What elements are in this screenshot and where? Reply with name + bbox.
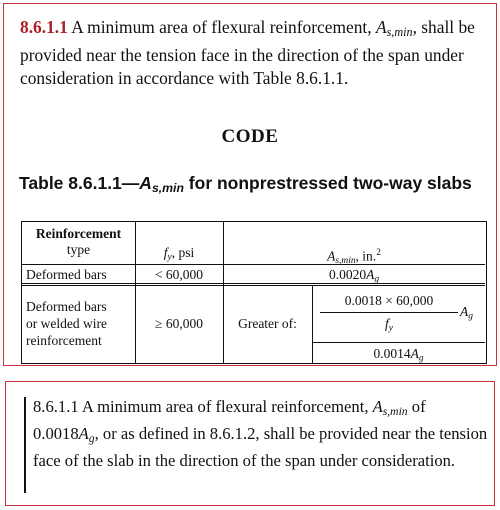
bottom-as-min-symbol: [373, 397, 408, 416]
header-as-min: [223, 245, 485, 269]
row1-fy: < 60,000: [154, 267, 204, 282]
bottom-section-number: 8.6.1.1: [33, 397, 79, 416]
bottom-text-before: A minimum area of flexural reinforcement,: [81, 397, 369, 416]
header-reinforcement-type: [22, 226, 135, 258]
section-number: 8.6.1.1: [20, 17, 68, 37]
intro-text-after: , shall be provided near the tension face in the direction of the span under consideration in accordance with Table 8.6.1.1.: [20, 17, 475, 89]
row2-type-line2: or welded wire: [26, 316, 107, 331]
row2-alt-value: 0.0014: [373, 346, 411, 361]
bottom-paragraph: [33, 396, 488, 472]
intro-paragraph: [20, 16, 490, 90]
header-fy-symbol: f: [163, 245, 168, 260]
table-divider: [312, 342, 485, 343]
row2-denominator: [318, 316, 460, 333]
row1-as-symbol: A: [366, 267, 375, 282]
bottom-value: [33, 424, 95, 443]
header-fy-subscript: y: [167, 252, 172, 263]
row2-type-line3: reinforcement: [26, 333, 102, 348]
row2-alt-symbol: A: [410, 346, 419, 361]
row2-fy: ≥ 60,000: [155, 316, 203, 331]
bottom-value-number: 0.0018: [33, 423, 79, 443]
bottom-text-of: of: [411, 397, 426, 416]
header-as-unit: , in.: [355, 248, 377, 264]
header-as-subscript: s,min: [335, 255, 356, 266]
reinforcement-table: [21, 221, 487, 364]
code-heading: CODE: [221, 126, 279, 147]
table-title-suffix: for nonprestressed two-way slabs: [183, 173, 472, 193]
row2-fraction-bar: [320, 312, 458, 313]
bottom-panel-code-excerpt: [5, 381, 495, 506]
bottom-text-after: , or as defined in 8.6.1.2, shall be provided near the tension face of the slab in the direction of the span under consideration.: [33, 423, 488, 470]
table-title-symbol: A: [139, 173, 152, 193]
row1-as-min: [223, 267, 485, 287]
table-title-prefix: Table 8.6.1.1—: [19, 173, 140, 193]
header-as-exponent: 2: [376, 248, 381, 258]
header-reinforcement-line1: Reinforcement: [35, 226, 122, 241]
row2-greater-of: Greater of:: [238, 316, 297, 331]
as-min-symbol-subscript: s,min: [386, 25, 413, 40]
header-reinforcement-line2: type: [66, 242, 91, 257]
table-divider: [223, 222, 224, 363]
top-panel-code-excerpt: [3, 3, 497, 366]
as-min-symbol: [375, 17, 413, 40]
row2-ag-subscript: g: [468, 311, 473, 322]
table-divider: [135, 222, 136, 363]
row1-as-subscript: g: [374, 274, 380, 285]
header-fy: [135, 245, 223, 265]
row2-reinforcement-type: [26, 298, 134, 349]
header-fy-unit: , psi: [171, 245, 195, 260]
bottom-value-symbol: A: [78, 423, 89, 443]
row2-alternate: [312, 346, 485, 366]
as-min-symbol-letter: A: [375, 17, 387, 37]
intro-text-before: A minimum area of flexural reinforcement,: [71, 17, 372, 37]
row2-denominator-subscript: y: [388, 323, 393, 334]
bottom-as-min-letter: A: [372, 397, 383, 416]
left-rule: [24, 397, 26, 493]
row2-type-line1: Deformed bars: [26, 299, 107, 314]
bottom-value-subscript: g: [88, 431, 95, 445]
row2-denominator-symbol: f: [385, 316, 389, 331]
row2-ag: [460, 304, 484, 321]
row2-ag-symbol: A: [460, 304, 469, 319]
table-title: [19, 172, 489, 199]
row2-numerator: 0.0018 × 60,000: [344, 293, 434, 308]
row2-alt-subscript: g: [418, 353, 424, 364]
row1-reinforcement-type: Deformed bars: [26, 267, 107, 282]
header-as-symbol: A: [327, 248, 336, 264]
row1-as-value: 0.0020: [328, 267, 367, 282]
table-title-subscript: s,min: [151, 181, 184, 196]
bottom-as-min-subscript: s,min: [382, 404, 408, 418]
